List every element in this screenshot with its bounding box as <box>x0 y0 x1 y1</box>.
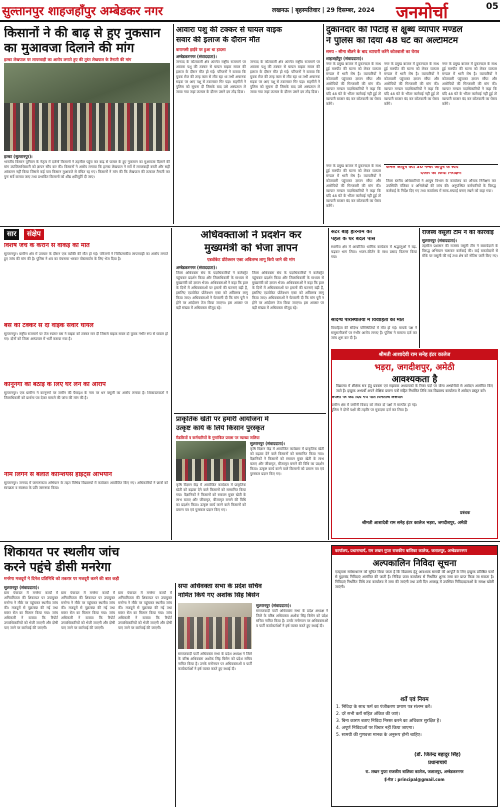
story4-headline-d: नाम लिंगन से बलात कॉन्शियस हाइट्स अभियान <box>4 472 112 478</box>
story5-headline-1: अधिवक्ताओं ने प्रदर्शन कर <box>200 230 302 241</box>
page-number: 05 <box>486 2 499 12</box>
story1-headline-2: का मुआवजा दिलाने की मांग <box>4 41 135 55</box>
story3b-headline-2: दफ्तर का किया निरीक्षण <box>420 172 462 176</box>
ad2-sign-name: (डॉ. जितेन्द्र बहादुर सिंह) <box>414 752 461 758</box>
story8-headline-2: नामित किये गए अशोक सिंह बिसेन <box>178 592 260 599</box>
story7-body-col2: ग्राम पंचायत में मनरेगा कार्यों में अनियमितता की शिकायत पर उपायुक्त मनरेगा ने मौके पर पहुंचकर स्थलीय जांच की। मजदूरों से पूछताछ की गई तथा मस्टर रोल का मिलान किया गया। जांच अधिकारी ने बताया कि रिपोर्ट उच्चाधिकारियों को भेजी जाएगी और दोषी पाए जाने पर कार्रवाई की जाएगी। <box>61 591 115 630</box>
story4-headline: विशेष जंच के कराने से वाकई की मौत <box>4 243 90 249</box>
edition-label: सुल्तानपुर शाहजहाँपुर अम्बेडकर नगर <box>2 4 163 18</box>
story3-body-col1: नगर के प्रमुख बाजार में दुकानदार के साथ हुई मारपीट की घटना को लेकर व्यापार मण्डल में भारी रोष है। व्यापारियों ने कोतवाली पहुंचकर ज्ञापन सौंपा और आरोपियों की गिरफ्तारी की मांग की। व्यापार मण्डल पदाधिकारियों ने कहा कि यदि 48 घंटे के भीतर कार्रवाई नहीं हुई तो व्यापारी बाजार बंद कर कोतवाली का घेराव करेंगे। <box>326 62 381 106</box>
ad2-term-5: 5. सामग्री की गुणवत्ता मानक के अनुरूप होनी चाहिए। <box>336 733 422 738</box>
story3-body-col3: नगर के प्रमुख बाजार में दुकानदार के साथ हुई मारपीट की घटना को लेकर व्यापार मण्डल में भारी रोष है। व्यापारियों ने कोतवाली पहुंचकर ज्ञापन सौंपा और आरोपियों की गिरफ्तारी की मांग की। व्यापार मण्डल पदाधिकारियों ने कहा कि यदि 48 घंटे के भीतर कार्रवाई नहीं हुई तो व्यापारी बाजार बंद कर कोतवाली का घेराव करेंगे। <box>442 62 497 106</box>
story5-byline: अम्बेडकरनगर (संवाददाता)। <box>176 265 217 270</box>
story3-body-col1-cont: नगर के प्रमुख बाजार में दुकानदार के साथ हुई मारपीट की घटना को लेकर व्यापार मण्डल में भारी रोष है। व्यापारियों ने कोतवाली पहुंचकर ज्ञापन सौंपा और आरोपियों की गिरफ्तारी की मांग की। व्यापार मण्डल पदाधिकारियों ने कहा कि यदि 48 घंटे के भीतर कार्रवाई नहीं हुई तो व्यापारी बाजार बंद कर कोतवाली का घेराव करेंगे। <box>326 164 381 208</box>
ad2-term-2: 2. दरें सभी करों सहित अंकित की जाएं। <box>336 712 400 717</box>
story2-headline-1: आवारा पशु की टक्कर से घायल वाइक <box>176 26 282 34</box>
story3b-headline-1: कमल आयुष क्यों 30 नम्बर आयुष के स्वयं <box>386 166 459 170</box>
brand-logo: जनमोर्चा <box>396 3 448 23</box>
story4-headline-c: कानूनगो को बैठाई के लिए घर लेने का आरोप <box>4 382 106 388</box>
story9-headline-b: संदिग्ध परिस्थितियों में विवाहिता की मौत <box>331 318 404 323</box>
story4-headline-b: बस की टक्कर से दो वाइक सवार घायल <box>4 323 94 329</box>
story7-subheadline: मनरेगा मजदूरों ने दिनेश प्रतिनिधि को तकरार पर मजदूरी करने की बात कही <box>4 576 119 581</box>
ad2-email: ई-मेल : principal@gmail.com <box>384 777 445 782</box>
story5-body-col2: जिला अधिवक्ता संघ के पदाधिकारियों ने कलेक्ट्रेट पहुंचकर प्रदर्शन किया और जिलाधिकारी के माध्यम से मुख्यमंत्री को ज्ञापन भेजा। अधिवक्ताओं ने कहा कि हाल के दिनों में अधिवक्ताओं पर हमलों की घटनाएं बढ़ी हैं, इसलिए एडवोकेट प्रोटेक्शन एक्ट को अविलम्ब लागू किया जाए। अधिवक्ताओं ने चेतावनी दी कि मांग पूरी न होने पर आंदोलन तेज किया जाएगा। इस अवसर पर बड़ी संख्या में अधिवक्ता मौजूद रहे। <box>252 271 324 310</box>
story1-byline: हल्का (सुल्तानपुर)। <box>4 154 33 159</box>
story3b-body: जिला स्तरीय अधिकारियों ने आयुष विभाग के कार्यालय का औचक निरीक्षण कर उपस्थिति पंजिका व अभिलेखों की जांच की। अनुपस्थित कर्मचारियों के विरुद्ध कार्रवाई के निर्देश दिए गए तथा कार्यालय में साफ-सफाई बनाए रखने को कहा गया। <box>386 179 496 193</box>
ad1-footer: श्रीमती आशादेवी राम सनेह इंटर कालेज भड़रा, जगदीशपुर, अमेठी <box>361 521 468 526</box>
story6-byline: सुल्तानपुर (संवाददाता)। <box>250 441 286 446</box>
story10-body: तहसील प्रशासन की राजस्व वसूली टीम ने बकायेदारों के विरुद्ध अभियान चलाकर कार्रवाई की। कई बकायेदारों से मौके पर वसूली की गई तथा शेष को नोटिस जारी किए गए। <box>422 244 498 258</box>
story3-byline: शाहजहाँपुर (संवाददाता)। <box>326 56 364 61</box>
story4-body-b: सुल्तानपुर। राष्ट्रीय राजमार्ग पर तेज रफ्तार बस ने बाइक को टक्कर मार दी जिससे बाइक सवार दो युवक गंभीर रूप से घायल हो गए। दोनों को जिला अस्पताल में भर्ती कराया गया है। <box>4 332 168 341</box>
dateline: लखनऊ | बृहस्पतिवार | 29 दिसम्बर, 2024 <box>272 7 375 14</box>
story8-headline-1: सपा अधिवक्ता सभा के प्रदेश सचिव <box>178 583 262 590</box>
story4-body-d: सुल्तानपुर। जनपद में जागरूकता अभियान के तहत विभिन्न विद्यालयों में कार्यक्रम आयोजित किए गए। अधिकारियों ने छात्रों को स्वच्छता व स्वास्थ्य के प्रति जागरूक किया। <box>4 481 168 490</box>
ad2-sign-title: प्रधानाचार्य <box>428 760 447 766</box>
story6-headline-1: प्राकृतिक खेती पर हमारी आयोजना में <box>176 416 269 423</box>
story8-body-col2: समाजवादी पार्टी अधिवक्ता सभा के प्रदेश अध्यक्ष ने जिले के वरिष्ठ अधिवक्ता अशोक सिंह बिसेन को प्रदेश सचिव नामित किया है। उनके मनोनयन पर अधिवक्ताओं व पार्टी कार्यकर्ताओं ने हर्ष व्यक्त करते हुए बधाई दी। <box>256 609 328 628</box>
ad1-body: विद्यालय में शैक्षिक सत्र हेतु प्रवक्ता एवं सहायक अध्यापकों के रिक्त पदों पर योग्य अभ्यर्थियों से आवेदन आमंत्रित किए जाते हैं। इच्छुक अभ्यर्थी अपने शैक्षिक प्रमाण पत्रों सहित निर्धारित तिथि तक विद्यालय कार्यालय में आवेदन प्रस्तुत करें। <box>336 384 493 393</box>
story2-byline: अम्बेडकरनगर (संवाददाता)। <box>176 54 217 59</box>
story9-headline-1: सेंटर बाई हरिनाम को <box>331 230 372 235</box>
ad2-term-1: 1. निविदा के साथ फर्म का पंजीकरण प्रमाण पत्र संलग्न करें। <box>336 705 432 710</box>
story7-byline: सुल्तानपुर (संवाददाता)। <box>4 585 40 590</box>
story4-body: सुल्तानपुर। ग्रामीण क्षेत्र में उपचार के दौरान एक व्यक्ति की मौत हो गई। परिजनों ने चिकित्सकीय लापरवाही का आरोप लगाते हुए जांच की मांग की है। पुलिस ने शव का पंचनामा भरकर पोस्टमार्टम के लिए भेज दिया है। <box>4 252 168 261</box>
story8-body-col1: समाजवादी पार्टी अधिवक्ता सभा के प्रदेश अध्यक्ष ने जिले के वरिष्ठ अधिवक्ता अशोक सिंह बिसेन को प्रदेश सचिव नामित किया है। उनके मनोनयन पर अधिवक्ताओं व पार्टी कार्यकर्ताओं ने हर्ष व्यक्त करते हुए बधाई दी। <box>178 652 252 671</box>
story2-body-col1: जनपद के कोतवाली क्षेत्र अंतर्गत राष्ट्रीय राजमार्ग पर आवारा पशु की टक्कर से घायल बाइक सवार की इलाज के दौरान मौत हो गई। परिजनों ने बताया कि युवक रोज की तरह काम से लौट रहा था तभी अचानक सड़क पर आए पशु से टकराकर गिर पड़ा। राहगीरों ने पुलिस को सूचना दी जिसके बाद उसे अस्पताल ले जाया गया जहां उपचार के दौरान उसने दम तोड़ दिया। <box>176 60 246 94</box>
ad2-top-strip: कार्यालय, प्रधानाचार्य, राम लखन गुप्ता राजकीय बालिका कालेज, जलालपुर, अम्बेडकरनगर <box>332 546 497 555</box>
story9-headline-c: जयसी पर कट दिये गये पति विनताश्र लसवार <box>331 396 403 400</box>
story1-subheadline: हल्का लेखपाल पर लापरवाही का आरोप लगाते हुए की तुरंत लेखपाल के तैनाती की मांग <box>4 57 132 62</box>
story4-tag: सार <box>4 229 19 240</box>
story9-body: स्थानीय क्षेत्र में आयोजित धार्मिक कार्यक्रम में श्रद्धालुओं ने बढ़-चढ़कर भाग लिया। भजन-कीर्तन के साथ प्रसाद वितरण किया गया। <box>331 245 417 259</box>
ad1-title-1: भड़रा, जगदीशपुर, अमेठी <box>374 363 455 373</box>
story1-body: भारतीय किसान यूनियन के नेतृत्व में दर्जनों किसानों ने तहसील पहुंच कर बाढ़ से फसल के हुए नुकसान का मुआवजा दिलाने की मांग उपजिलाधिकारी को ज्ञापन सौंप कर की। किसानों ने आरोप लगाया कि हल्का लेखपाल ने सर्वे में लापरवाही बरती और सही आंकलन नहीं किया जिससे कई पात्र किसान मुआवजे से वंचित रह गए। किसानों ने मांग की कि लेखपाल की तत्काल तैनाती कर पुनः सर्वे कराया जाए तथा प्रभावित किसानों को शीघ्र क्षतिपूर्ति दी जाए। <box>4 160 170 179</box>
story7-headline-2: करने पहुंचे डीसी मनरेगा <box>4 560 111 574</box>
story4-sub-tag: संक्षेप <box>24 229 44 240</box>
ad2-title: अल्पकालिन निविदा सूचना <box>372 559 457 569</box>
story4-body-c: सुल्तानपुर। एक ग्रामीण ने कानूनगो पर जमीन की पैमाइश के नाम पर धन वसूली का आरोप लगाया है। शिकायतकर्ता ने जिलाधिकारी को प्रार्थना पत्र देकर मामले की जांच की मांग की है। <box>4 391 168 400</box>
story10-byline: सुल्तानपुर (संवाददाता)। <box>422 238 458 243</box>
story3-subheadline: समय - सीमा बीतने के बाद व्यापारी करेंगे कोतवाली का घेराव <box>326 49 420 54</box>
ad2-body: एतद्द्वारा सर्वसाधारण को सूचित किया जाता है कि विद्यालय हेतु आवश्यक सामग्री की आपूर्ति के लिए इच्छुक प्रतिष्ठित फर्मों से मुहरबंद निविदाएं आमंत्रित की जाती हैं। निविदा प्रपत्र कार्यालय से निर्धारित शुल्क जमा कर प्राप्त किया जा सकता है। निविदाएं निर्धारित तिथि तक कार्यालय में जमा की जाएंगी तथा उसी दिन अपराह्न में उपस्थित निविदादाताओं के समक्ष खोली जाएंगी। <box>335 570 494 589</box>
story7-body-col3: ग्राम पंचायत में मनरेगा कार्यों में अनियमितता की शिकायत पर उपायुक्त मनरेगा ने मौके पर पहुंचकर स्थलीय जांच की। मजदूरों से पूछताछ की गई तथा मस्टर रोल का मिलान किया गया। जांच अधिकारी ने बताया कि रिपोर्ट उच्चाधिकारियों को भेजी जाएगी और दोषी पाए जाने पर कार्रवाई की जाएगी। <box>118 591 172 630</box>
story8-byline: सुल्तानपुर (संवाददाता)। <box>256 603 292 608</box>
story9-body-b: विवाहिता की संदिग्ध परिस्थितियों में मौत हो गई। मायके पक्ष ने ससुरालीजनों पर गंभीर आरोप लगाए हैं। पुलिस ने मामला दर्ज कर जांच शुरू कर दी है। <box>331 326 417 340</box>
masthead <box>0 0 500 22</box>
story6-photo <box>176 441 246 481</box>
story7-headline-1: शिकायत पर स्थलीय जांच <box>4 545 120 559</box>
ad2-sign-org: रा. लखन गुप्ता राजकीय बालिका कालेज, जलालपुर, अम्बेडकरनगर <box>365 769 464 774</box>
story1-headline-1: किसानों ने की बाढ़ से हुए नुकसान <box>4 26 161 40</box>
story6-body-col2: कृषि विज्ञान केंद्र में आयोजित कार्यक्रम में प्राकृतिक खेती को बढ़ावा देने वाले किसानों को सम्मानित किया गया। वैज्ञानिकों ने किसानों को रसायन मुक्त खेती के लाभ बताए और जीवामृत, बीजामृत बनाने की विधि का प्रदर्शन किया। उत्कृष्ट कार्य करने वाले किसानों को प्रमाण पत्र एवं पुरस्कार प्रदान किए गए। <box>250 447 324 476</box>
story6-body-col1: कृषि विज्ञान केंद्र में आयोजित कार्यक्रम में प्राकृतिक खेती को बढ़ावा देने वाले किसानों को सम्मानित किया गया। वैज्ञानिकों ने किसानों को रसायन मुक्त खेती के लाभ बताए और जीवामृत, बीजामृत बनाने की विधि का प्रदर्शन किया। उत्कृष्ट कार्य करने वाले किसानों को प्रमाण पत्र एवं पुरस्कार प्रदान किए गए। <box>176 483 246 512</box>
story6-subheadline: रीडकियों व कर्मचारियों के गुणांकित प्रवास पर व्याख्य जलिया <box>176 435 260 440</box>
ad2-terms-title: शर्ते एवं नियम <box>400 697 429 703</box>
story10-headline: राजस्व वसूली टीम ने की कार्रवाई <box>422 230 494 236</box>
ad2-term-3: 3. बिना कारण बताए निविदा निरस्त करने का अधिकार सुरक्षित है। <box>336 719 441 724</box>
ad1-top: श्रीमती आशादेवी राम सनेह इंटर कालेज <box>332 350 497 360</box>
ad1-sign: प्रबंधक <box>460 510 471 515</box>
story2-headline-2: सवार की इलाज के दौरान मौत <box>176 36 260 44</box>
story9-body-c: ग्रामीण क्षेत्र में जमीनी विवाद को लेकर दो पक्षों में मारपीट हो गई। पुलिस ने दोनों पक्षों की तहरीर पर मुकदमा दर्ज कर लिया है। <box>331 403 417 412</box>
story2-body-col2: जनपद के कोतवाली क्षेत्र अंतर्गत राष्ट्रीय राजमार्ग पर आवारा पशु की टक्कर से घायल बाइक सवार की इलाज के दौरान मौत हो गई। परिजनों ने बताया कि युवक रोज की तरह काम से लौट रहा था तभी अचानक सड़क पर आए पशु से टकराकर गिर पड़ा। राहगीरों ने पुलिस को सूचना दी जिसके बाद उसे अस्पताल ले जाया गया जहां उपचार के दौरान उसने दम तोड़ दिया। <box>250 60 320 94</box>
story1-photo <box>4 63 170 151</box>
story3-headline-2: ने पुलिस को दिया 48 घंटे का अल्टीमेटम <box>326 37 459 46</box>
story3-headline-1: दुकानदार की पिटाई से क्षुब्ध व्यापार मण्डल <box>326 26 463 35</box>
story6-headline-2: उत्कृष्ट कार्य के लिये किसान पुरस्कृत <box>176 425 265 432</box>
story7-body-col1: ग्राम पंचायत में मनरेगा कार्यों में अनियमितता की शिकायत पर उपायुक्त मनरेगा ने मौके पर पहुंचकर स्थलीय जांच की। मजदूरों से पूछताछ की गई तथा मस्टर रोल का मिलान किया गया। जांच अधिकारी ने बताया कि रिपोर्ट उच्चाधिकारियों को भेजी जाएगी और दोषी पाए जाने पर कार्रवाई की जाएगी। <box>4 591 58 630</box>
ad1-title-2: आवश्यकता है <box>391 375 438 385</box>
story5-headline-2: मुख्यमंत्री को भेजा ज्ञापन <box>204 243 298 254</box>
story5-body-col1: जिला अधिवक्ता संघ के पदाधिकारियों ने कलेक्ट्रेट पहुंचकर प्रदर्शन किया और जिलाधिकारी के माध्यम से मुख्यमंत्री को ज्ञापन भेजा। अधिवक्ताओं ने कहा कि हाल के दिनों में अधिवक्ताओं पर हमलों की घटनाएं बढ़ी हैं, इसलिए एडवोकेट प्रोटेक्शन एक्ट को अविलम्ब लागू किया जाए। अधिवक्ताओं ने चेतावनी दी कि मांग पूरी न होने पर आंदोलन तेज किया जाएगा। इस अवसर पर बड़ी संख्या में अधिवक्ता मौजूद रहे। <box>176 271 248 310</box>
story8-photo <box>178 603 252 649</box>
story3-body-col2: नगर के प्रमुख बाजार में दुकानदार के साथ हुई मारपीट की घटना को लेकर व्यापार मण्डल में भारी रोष है। व्यापारियों ने कोतवाली पहुंचकर ज्ञापन सौंपा और आरोपियों की गिरफ्तारी की मांग की। व्यापार मण्डल पदाधिकारियों ने कहा कि यदि 48 घंटे के भीतर कार्रवाई नहीं हुई तो व्यापारी बाजार बंद कर कोतवाली का घेराव करेंगे। <box>384 62 439 106</box>
story2-subheadline: वाराणसी हाईवे पर हुआ था हादसा <box>176 47 226 52</box>
ad2-term-4: 4. अपूर्ण निविदाओं पर विचार नहीं किया जाएगा। <box>336 726 414 731</box>
story5-subheadline: एडवोकेट प्रोटेक्शन एक्ट अविलम्ब लागू किये जाने की मांग <box>207 257 295 262</box>
story9-headline-2: पहले के घर बदले पास <box>331 237 376 242</box>
